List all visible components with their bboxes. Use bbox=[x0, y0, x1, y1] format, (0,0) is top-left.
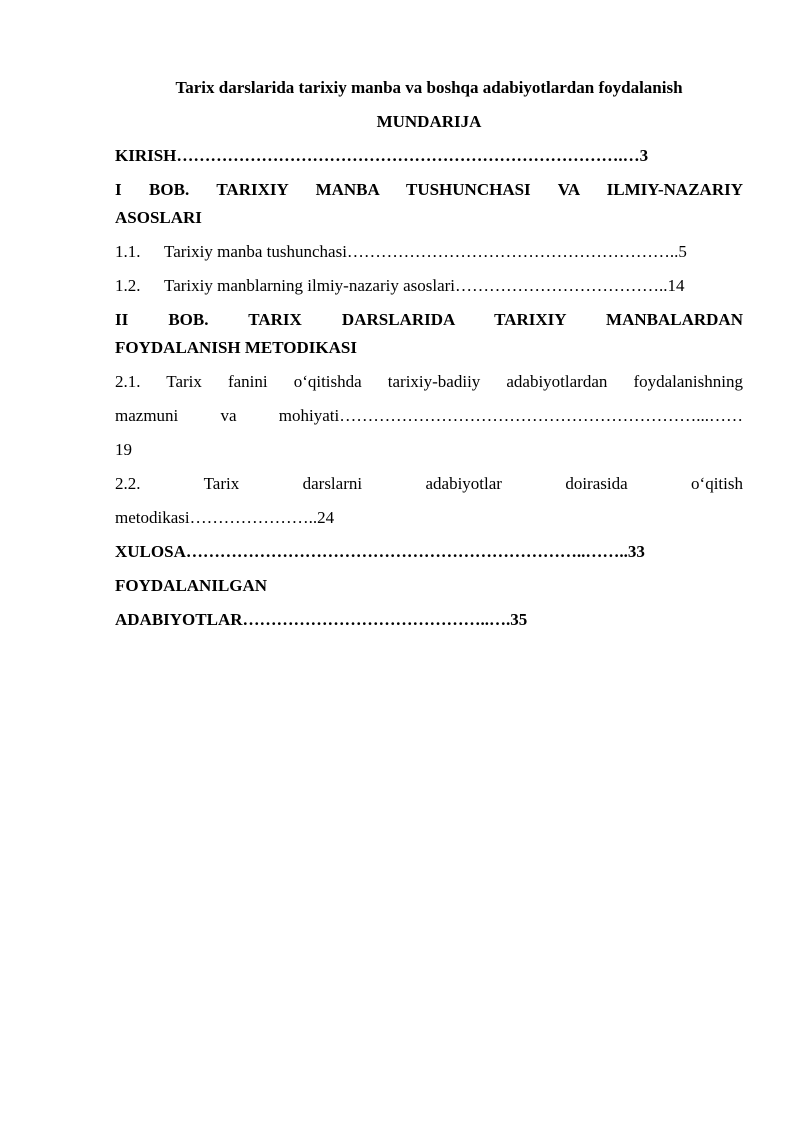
section-title: Tarixiy manba tushunchasi…………………………………………………..5 bbox=[164, 242, 687, 261]
toc-section-2-1-line-1: 2.1. Tarix fanini o‘qitishda tarixiy-badiiy adabiyotlardan foydalanishning bbox=[115, 372, 743, 391]
document-page bbox=[115, 74, 743, 634]
toc-entry-kirish: KIRISH…………………………………………………………………….…3 bbox=[115, 146, 649, 165]
toc-chapter-1-line-1: I BOB. TARIXIY MANBA TUSHUNCHASI VA ILMIY-NAZARIY bbox=[115, 180, 743, 199]
toc-heading: MUNDARIJA bbox=[376, 112, 482, 131]
toc-entry-xulosa: XULOSA……………………………………………………………..……..33 bbox=[115, 542, 645, 561]
toc-section-2-1-line-3: 19 bbox=[115, 440, 132, 459]
toc-section-2-2-line-2: metodikasi…………………..24 bbox=[115, 508, 335, 527]
toc-section-2-1-line-2: mazmuni va mohiyati………………………………………………………...…… bbox=[115, 406, 743, 425]
section-number: 1.1. bbox=[115, 242, 141, 261]
toc-section-1-2 bbox=[115, 272, 743, 300]
toc-chapter-2-line-2: FOYDALANISH METODIKASI bbox=[115, 338, 357, 357]
toc-chapter-1-line-2: ASOSLARI bbox=[115, 208, 202, 227]
document-title: Tarix darslarida tarixiy manba va boshqa adabiyotlardan foydalanish bbox=[175, 78, 683, 97]
toc-entry-references-line-2: ADABIYOTLAR……………………………………..….35 bbox=[115, 610, 528, 629]
toc-section-2-2-line-1: 2.2. Tarix darslarni adabiyotlar doirasida o‘qitish bbox=[115, 474, 743, 493]
toc-section-1-1 bbox=[115, 238, 743, 266]
section-title: Tarixiy manblarning ilmiy-nazariy asoslari………………………………..14 bbox=[164, 276, 685, 295]
section-number: 1.2. bbox=[115, 276, 141, 295]
toc-entry-references-line-1: FOYDALANILGAN bbox=[115, 576, 268, 595]
toc-chapter-2-line-1: II BOB. TARIX DARSLARIDA TARIXIY MANBALARDAN bbox=[115, 310, 743, 329]
